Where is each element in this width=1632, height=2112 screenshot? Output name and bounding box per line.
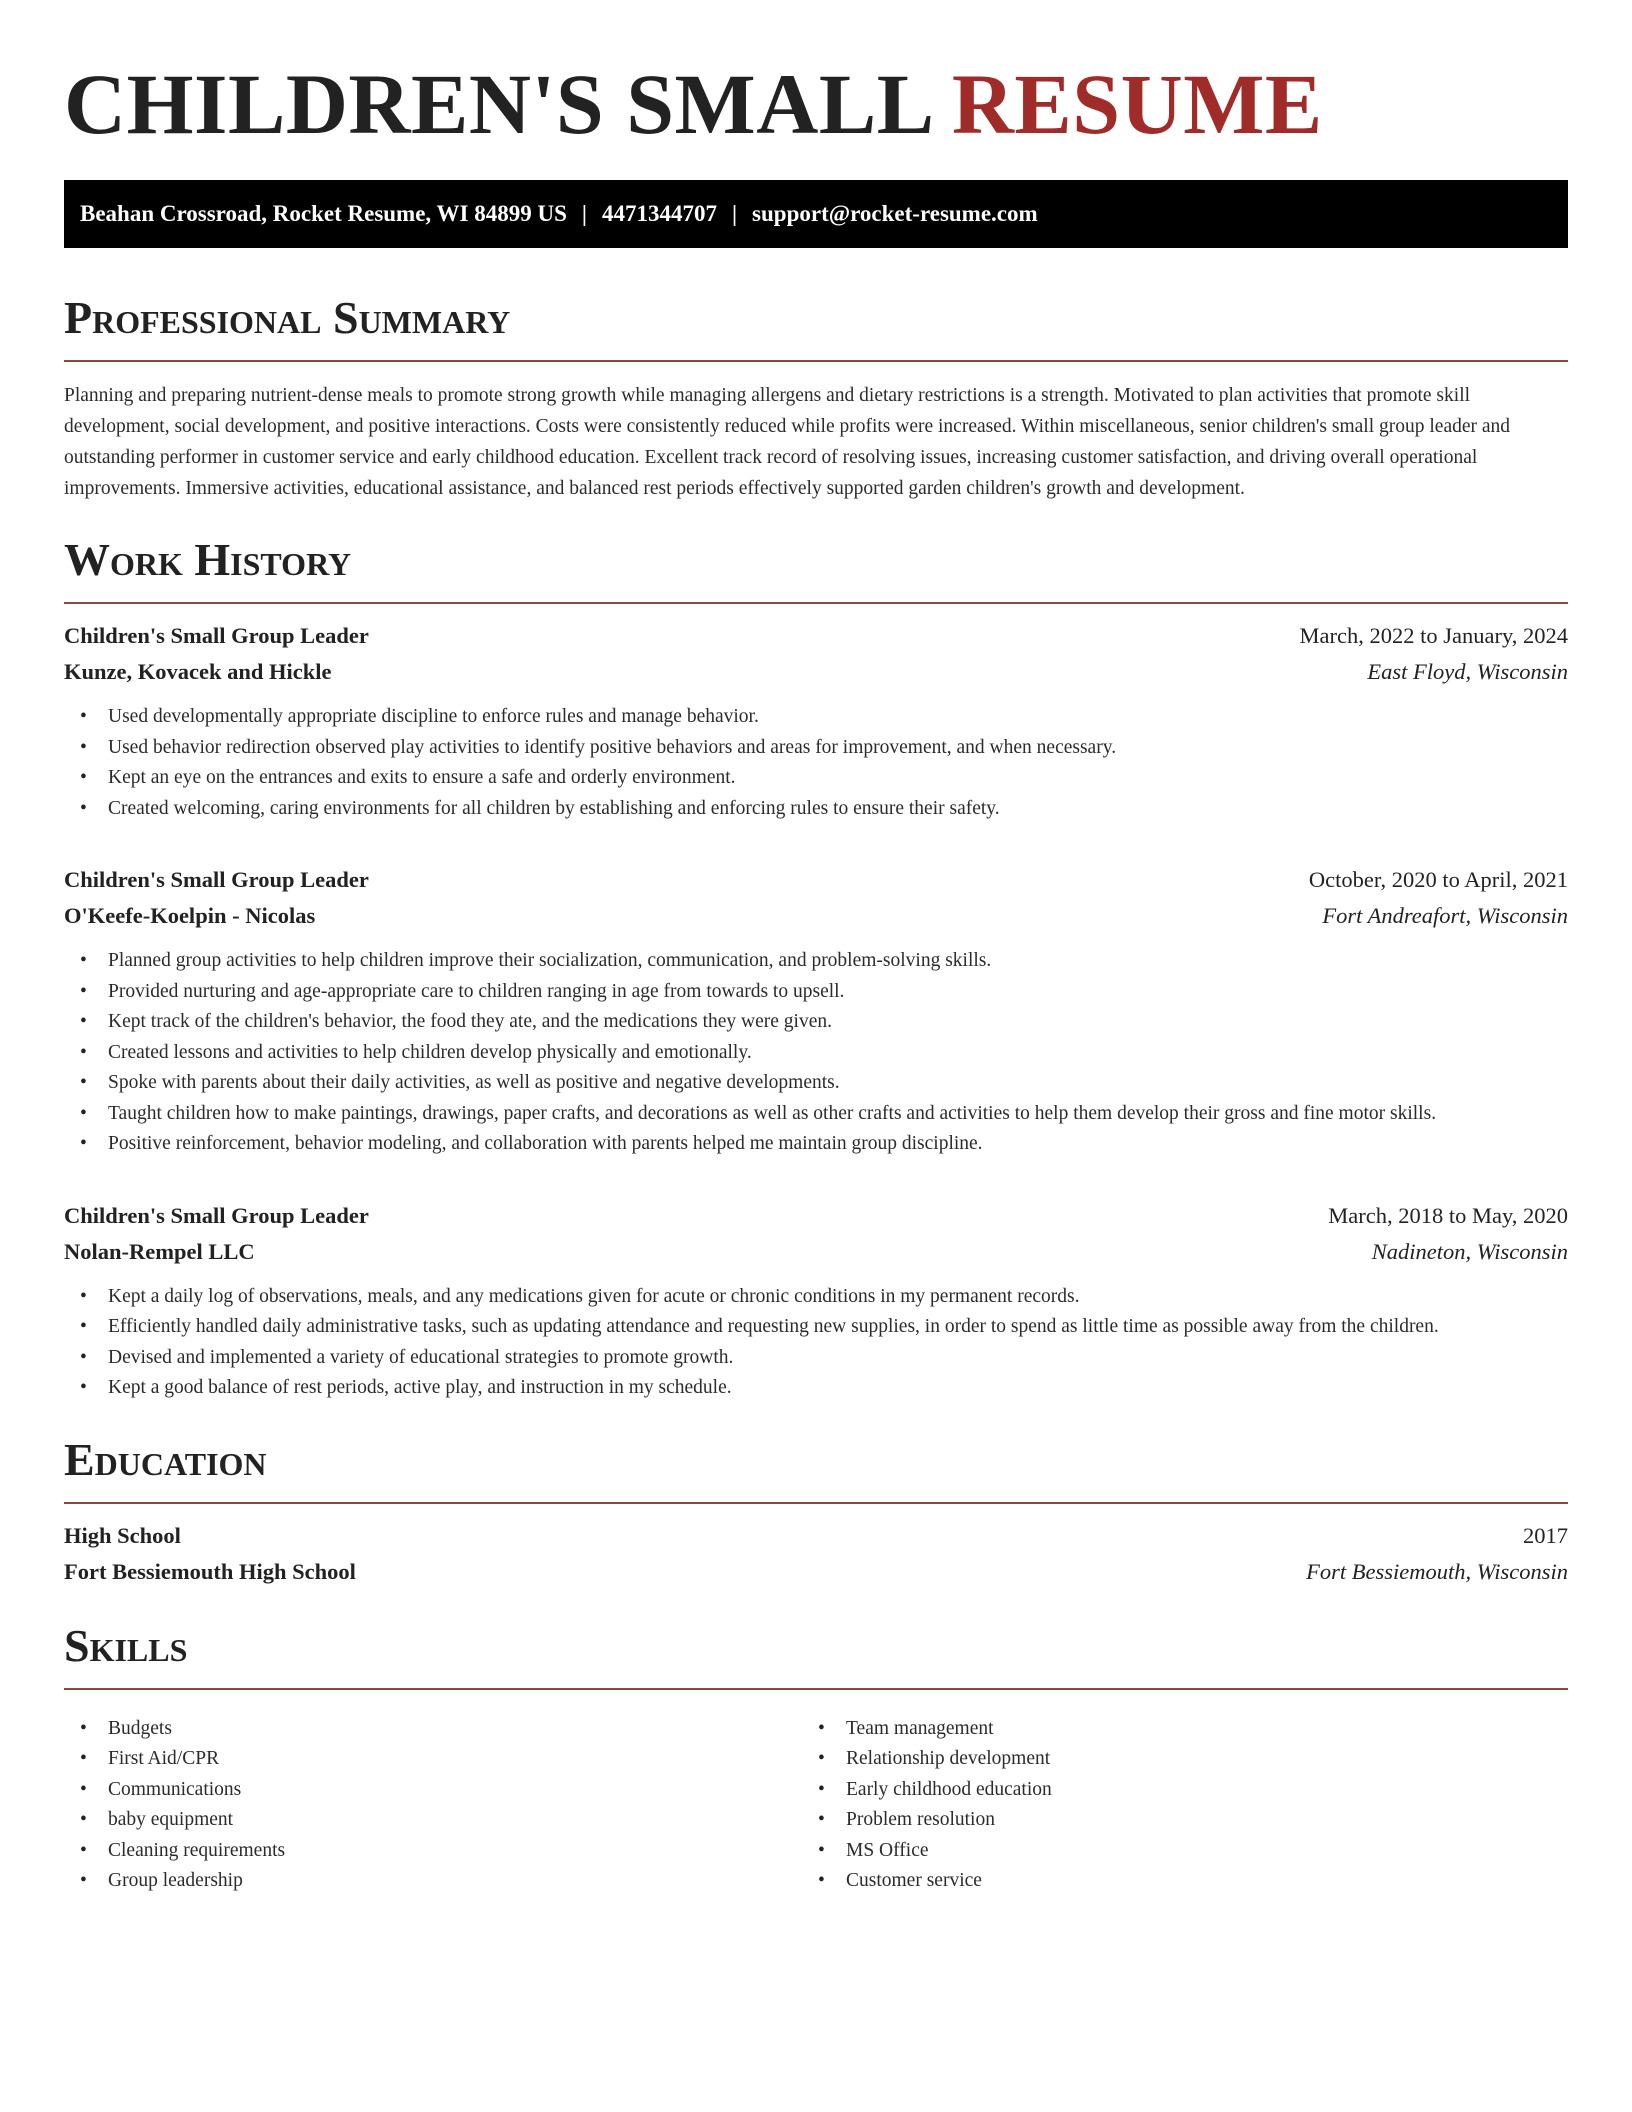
section-heading-education: Education [64,1433,267,1485]
job-company-row [64,1234,1568,1270]
job-bullet: • Used behavior redirection observed play activities to identify positive behaviors and areas for improvement, and when necessary. [64,733,1568,764]
job-title: Children's Small Group Leader [64,623,369,648]
section-divider [64,1688,1568,1690]
education-degree: High School [64,1522,181,1548]
job-bullet: • Spoke with parents about their daily activities, as well as positive and negative developments. [64,1068,1568,1099]
skill-item: • Budgets [64,1714,802,1745]
section-divider [64,602,1568,604]
job-bullet: • Kept a good balance of rest periods, active play, and instruction in my schedule. [64,1373,1568,1404]
job-bullet: • Efficiently handled daily administrative tasks, such as updating attendance and requesting new supplies, in order to spend as little time as possible away from the children. [64,1312,1568,1343]
job-title-row [64,618,1568,654]
job-bullet: • Planned group activities to help children improve their socialization, communication, and problem-solving skills. [64,946,1568,977]
skill-item: • Group leadership [64,1866,802,1897]
job-company-row [64,898,1568,934]
job-bullet: • Provided nurturing and age-appropriate care to children ranging in age from towards to upsell. [64,977,1568,1008]
education-degree-row [64,1518,1568,1554]
job-bullet: • Kept track of the children's behavior, the food they ate, and the medications they were given. [64,1007,1568,1038]
section-heading-work: Work History [64,534,352,585]
title-accent: RESUME [951,56,1323,152]
section-divider [64,360,1568,362]
job-bullets [64,702,1568,824]
work-history-section [64,534,1568,1404]
contact-bar [64,180,1568,248]
skills-list-left [64,1714,802,1897]
contact-phone: 4471344707 [601,201,717,226]
job-bullets [64,1282,1568,1404]
job-bullet: • Positive reinforcement, behavior modeling, and collaboration with parents helped me maintain group discipline. [64,1129,1568,1160]
job-dates: March, 2018 to May, 2020 [1328,1202,1568,1228]
title-main: CHILDREN'S SMALL [64,56,930,152]
education-school-row [64,1554,1568,1590]
job-company: Kunze, Kovacek and Hickle [64,659,332,684]
job-entry [64,862,1568,1160]
job-bullet: • Used developmentally appropriate discipline to enforce rules and manage behavior. [64,702,1568,733]
job-bullet: • Created welcoming, caring environments for all children by establishing and enforcing rules to ensure their safety. [64,794,1568,825]
skill-item: • Team management [802,1714,1554,1745]
education-school: Fort Bessiemouth High School [64,1558,356,1584]
skill-item: • Problem resolution [802,1805,1554,1836]
skill-item: • Relationship development [802,1744,1554,1775]
job-bullet: • Kept an eye on the entrances and exits to ensure a safe and orderly environment. [64,763,1568,794]
skill-item: • First Aid/CPR [64,1744,802,1775]
job-entry [64,1198,1568,1404]
summary-section [64,292,1568,504]
contact-separator: | [581,201,587,226]
contact-email: support@rocket-resume.com [752,201,1038,226]
job-bullet: • Created lessons and activities to help children develop physically and emotionally. [64,1038,1568,1069]
skill-item: • MS Office [802,1836,1554,1867]
skills-columns [64,1702,1568,1897]
job-title-row [64,862,1568,898]
job-location: East Floyd, Wisconsin [1367,659,1568,684]
education-section [64,1434,1568,1590]
education-year: 2017 [1523,1522,1568,1548]
job-bullet: • Kept a daily log of observations, meals, and any medications given for acute or chronic conditions in my permanent records. [64,1282,1568,1313]
resume-title [64,58,1568,150]
skills-list-right [802,1714,1554,1897]
contact-address: Beahan Crossroad, Rocket Resume, WI 84899 US [80,201,567,226]
section-heading-summary: Professional Summary [64,292,511,343]
job-location: Fort Andreafort, Wisconsin [1322,903,1568,928]
skill-item: • baby equipment [64,1805,802,1836]
job-company-row [64,654,1568,690]
skills-section [64,1620,1568,1897]
job-entry [64,618,1568,824]
skill-item: • Cleaning requirements [64,1836,802,1867]
job-bullet: • Taught children how to make paintings, drawings, paper crafts, and decorations as well as other crafts and activities to help them develop their gross and fine motor skills. [64,1099,1568,1130]
skill-item: • Communications [64,1775,802,1806]
job-dates: March, 2022 to January, 2024 [1299,623,1568,648]
job-company: O'Keefe-Koelpin - Nicolas [64,903,316,928]
job-bullets [64,946,1568,1160]
skill-item: • Customer service [802,1866,1554,1897]
section-heading-skills: Skills [64,1619,188,1671]
education-entry [64,1518,1568,1590]
summary-text: Planning and preparing nutrient-dense meals to promote strong growth while managing allergens and dietary restrictions is a strength. Motivated to plan activities that promote skill development, social development, and positive interactions. Costs were consistently reduced while profits were increased. Within miscellaneous, senior children's small group leader and outstanding performer in customer service and early childhood education. Excellent track record of resolving issues, increasing customer satisfaction, and driving overall operational improvements. Immersive activities, educational assistance, and balanced rest periods effectively supported garden children's growth and development. [64,385,1511,499]
education-location: Fort Bessiemouth, Wisconsin [1306,1558,1568,1584]
job-company: Nolan-Rempel LLC [64,1238,255,1264]
job-bullet: • Devised and implemented a variety of educational strategies to promote growth. [64,1343,1568,1374]
job-title: Children's Small Group Leader [64,1202,369,1228]
job-title-row [64,1198,1568,1234]
section-divider [64,1502,1568,1504]
job-dates: October, 2020 to April, 2021 [1308,867,1568,892]
contact-separator: | [731,201,738,226]
skill-item: • Early childhood education [802,1775,1554,1806]
job-title: Children's Small Group Leader [64,867,369,892]
job-location: Nadineton, Wisconsin [1371,1238,1568,1264]
